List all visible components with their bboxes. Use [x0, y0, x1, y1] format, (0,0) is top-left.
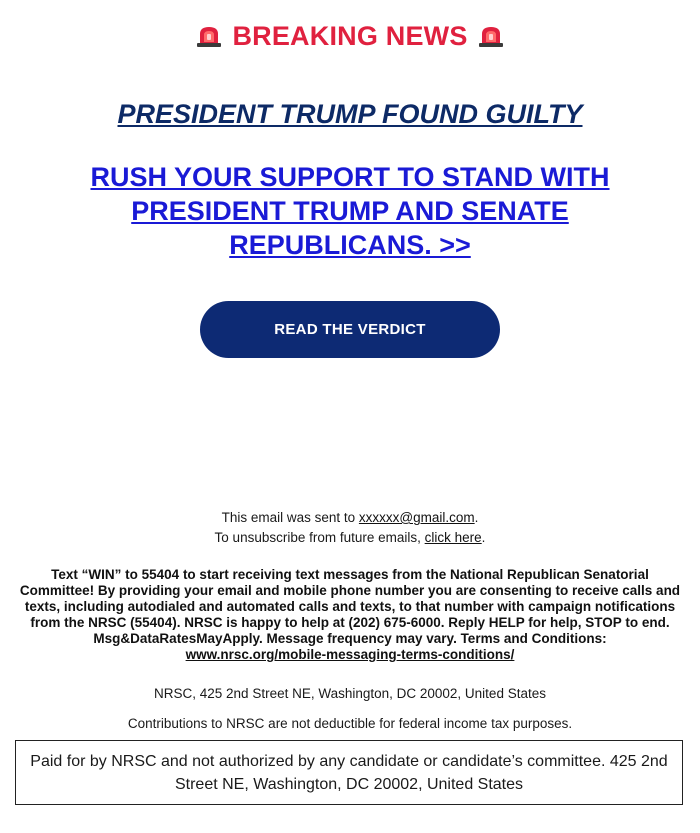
email-footer: [0, 508, 700, 734]
terms-conditions-link[interactable]: www.nrsc.org/mobile-messaging-terms-conditions/: [185, 647, 515, 662]
support-cta-link[interactable]: RUSH YOUR SUPPORT TO STAND WITH PRESIDENT TRUMP AND SENATE REPUBLICANS. >>: [90, 162, 610, 260]
unsubscribe-link[interactable]: click here: [424, 530, 482, 545]
sent-to-suffix: .: [474, 510, 479, 525]
unsubscribe-suffix: .: [481, 530, 486, 545]
unsubscribe-label: To unsubscribe from future emails,: [214, 530, 425, 545]
siren-icon: [196, 24, 222, 48]
siren-icon: [478, 24, 504, 48]
sent-to-label: This email was sent to: [221, 510, 359, 525]
breaking-news-text: BREAKING NEWS: [232, 20, 468, 51]
email-body: [0, 0, 700, 358]
headline: PRESIDENT TRUMP FOUND GUILTY: [117, 99, 583, 129]
nrsc-address: NRSC, 425 2nd Street NE, Washington, DC 20002, United States: [154, 686, 546, 701]
sms-disclaimer: [15, 567, 685, 663]
sms-disclaimer-text: Text “WIN” to 55404 to start receiving text messages from the National Republican Senatorial Committee! By providing your email and mobile phone number you are consenting to receive calls and texts, including autodialed and automated calls and texts, to that number with campaign notifications from the NRSC (55404). NRSC is happy to help at (202) 675-6000. Reply HELP for help, STOP to end. Msg&DataRatesMayApply. Message frequency may vary. Terms and Conditions:: [19, 567, 681, 646]
contributions-disclaimer: Contributions to NRSC are not deductible for federal income tax purposes.: [127, 716, 573, 731]
recipient-email-link[interactable]: xxxxxx@gmail.com: [358, 510, 475, 525]
paid-for-disclaimer-box: Paid for by NRSC and not authorized by any candidate or candidate’s committee. 425 2nd Street NE, Washington, DC 20002, United States: [15, 740, 683, 805]
sent-to-line: [0, 508, 700, 528]
unsubscribe-line: [0, 528, 700, 548]
breaking-news-banner: [0, 0, 700, 54]
read-verdict-button[interactable]: READ THE VERDICT: [200, 301, 500, 358]
